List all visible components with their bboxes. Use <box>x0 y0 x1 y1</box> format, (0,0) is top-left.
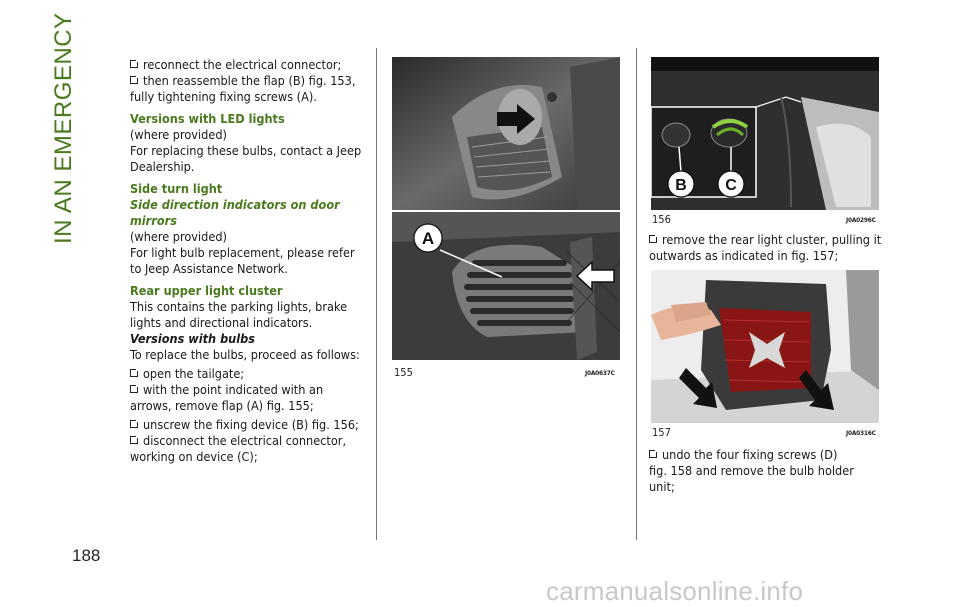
fig157-number: 157 <box>652 426 671 439</box>
fig155-photo-bottom <box>392 212 620 360</box>
bullet-item: disconnect the electrical connector, <box>130 433 370 449</box>
column-divider-1 <box>376 48 377 540</box>
subheading-bulbs: Versions with bulbs <box>130 331 255 346</box>
fig156-callout-b: B <box>675 177 687 194</box>
fig156-code: J0A0296C <box>846 216 876 224</box>
bullet-icon <box>649 450 657 458</box>
bullet-icon <box>130 369 138 377</box>
fig157-code: J0A0316C <box>846 429 876 437</box>
text-column-3b <box>649 447 884 495</box>
bullet-continuation: fig. 158 and remove the bulb holder <box>649 463 854 478</box>
bullet-item: unscrew the fixing device (B) fig. 156; <box>130 417 370 433</box>
footer-watermark[interactable]: carmanualsonline.info <box>546 576 804 606</box>
bullet-continuation: fully tightening fixing screws (A). <box>130 89 317 104</box>
fig156-photo <box>651 57 879 210</box>
bullet-icon <box>649 235 657 243</box>
bullet-continuation: arrows, remove flap (A) fig. 155; <box>130 398 314 413</box>
body-text: For replacing these bulbs, contact a Jeep <box>130 143 362 158</box>
bullet-item: then reassemble the flap (B) fig. 153, <box>130 73 370 89</box>
body-text: Dealership. <box>130 159 195 174</box>
body-text: This contains the parking lights, brake <box>130 299 348 314</box>
subheading-mirrors: Side direction indicators on door mirrors <box>130 197 340 228</box>
text-column-1 <box>130 57 370 465</box>
bullet-icon <box>130 436 138 444</box>
fig155-callout-a: A <box>421 229 435 248</box>
bullet-continuation: outwards as indicated in fig. 157; <box>649 248 839 263</box>
bullet-icon <box>130 76 138 84</box>
column-divider-2 <box>636 48 637 540</box>
heading-led: Versions with LED lights <box>130 111 285 126</box>
bullet-icon <box>130 420 138 428</box>
body-text: For light bulb replacement, please refer <box>130 245 355 260</box>
bullet-item: remove the rear light cluster, pulling it <box>649 232 884 248</box>
fig155-number: 155 <box>394 366 413 379</box>
bullet-continuation: unit; <box>649 479 675 494</box>
bullet-item: undo the four fixing screws (D) <box>649 447 884 463</box>
body-text: lights and directional indicators. <box>130 315 313 330</box>
section-title: IN AN EMERGENCY <box>50 12 77 244</box>
where-provided: (where provided) <box>130 127 227 142</box>
where-provided: (where provided) <box>130 229 227 244</box>
body-text: to Jeep Assistance Network. <box>130 261 288 276</box>
fig156-callout-c: C <box>725 177 737 194</box>
fig155-photo-top <box>392 57 620 210</box>
fig155-code: J0A0637C <box>585 369 615 377</box>
bullet-item: with the point indicated with an <box>130 382 370 398</box>
page-number: 188 <box>72 546 101 565</box>
bullet-icon <box>130 60 138 68</box>
body-text: To replace the bulbs, proceed as follows: <box>130 347 360 362</box>
heading-side-turn: Side turn light <box>130 181 223 196</box>
bullet-continuation: working on device (C); <box>130 449 258 464</box>
fig157-photo <box>651 270 879 423</box>
bullet-item: open the tailgate; <box>130 366 370 382</box>
heading-rear-cluster: Rear upper light cluster <box>130 283 283 298</box>
bullet-item: reconnect the electrical connector; <box>130 57 370 73</box>
text-column-3a <box>649 232 884 264</box>
bullet-icon <box>130 385 138 393</box>
fig156-number: 156 <box>652 213 671 226</box>
